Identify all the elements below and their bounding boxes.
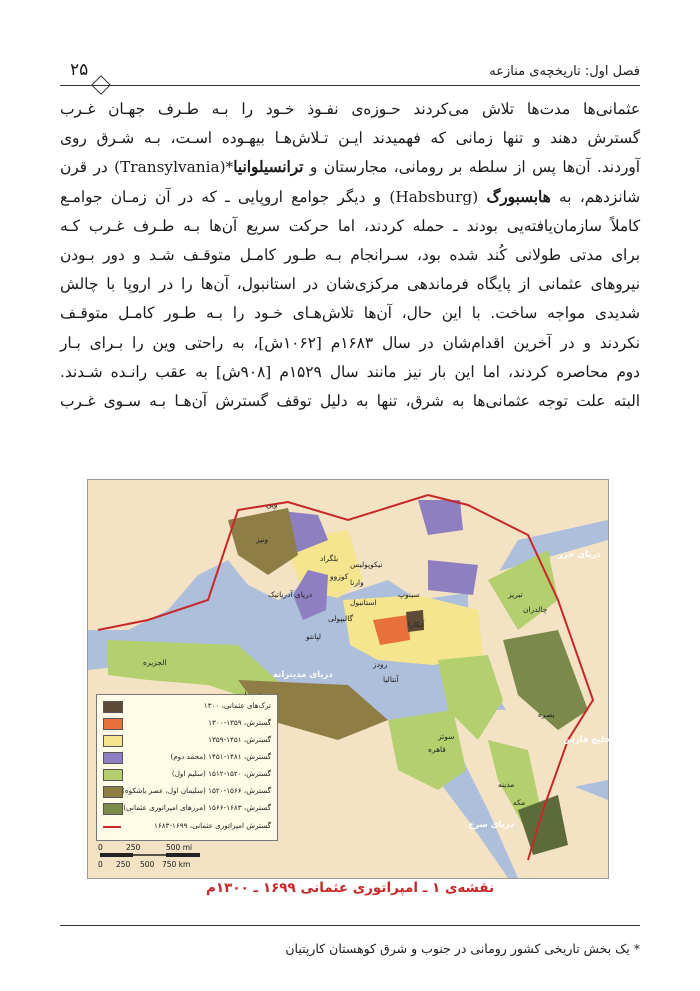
label-ankara: آنکارا: [408, 620, 425, 629]
legend-swatch: [103, 826, 121, 828]
legend-swatch: [103, 701, 123, 713]
body-line: البته علت توجه عثمانی‌ها به شرق، تنها به دلیل توقف گسترش آن‌هـا بـه سـوی غـرب: [60, 392, 640, 411]
legend-swatch: [103, 752, 123, 764]
label-tabriz: تبریز: [508, 590, 523, 599]
legend-swatch: [103, 769, 123, 781]
map-legend: [96, 694, 278, 841]
legend-item: گسترش، ۱۴۵۱-۱۳۵۹: [103, 733, 271, 748]
legend-item: گسترش امپراتوری عثمانی، ۱۶۹۹-۱۶۸۳: [103, 819, 271, 834]
label-mecca: مکه: [513, 798, 526, 807]
label-venice: ونیز: [256, 535, 269, 544]
label-persian-gulf: خلیج فارس: [563, 735, 611, 745]
label-red-sea: دریای سرخ: [468, 820, 515, 830]
legend-item: گسترش، ۱۵۲۰-۱۵۱۲ (سلیم اول): [103, 767, 271, 782]
body-line: عثمانی‌ها مدت‌ها تلاش می‌کردند حـوزه‌ی نفـوذ خـود را بـه طـرف جهـان غـرب: [60, 100, 640, 118]
map-scale-bar: 0 250 500 mi 0 250 500 750 km: [96, 843, 216, 873]
label-algiers: الجزیره: [143, 658, 167, 667]
legend-item: گسترش، ۱۳۵۹-۱۳۰۰: [103, 716, 271, 731]
label-gallipoli: گالیپولی: [328, 614, 354, 623]
legend-item: گسترش، ۱۴۸۱-۱۴۵۱ (محمد دوم): [103, 750, 271, 765]
label-sinop: سینوپ: [398, 590, 420, 599]
map-caption: نقشه‌ی ۱ ـ امپراتوری عثمانی ۱۶۹۹ ـ ۱۳۰۰م: [205, 880, 495, 896]
body-line: نیروهای عثمانی از پایگاه فرماندهی مرکزی‌شان در استانبول، آن‌ها را در اروپا با چالش: [60, 275, 640, 294]
habsburg-term: هابسبورگ: [486, 187, 551, 206]
legend-swatch: [103, 735, 123, 747]
footnote-rule: [60, 925, 640, 926]
ottoman-empire-map: [87, 479, 609, 879]
label-medina: مدینه: [498, 780, 515, 789]
label-vienna: وین: [266, 500, 278, 509]
label-nicopolis: نیکوپولیس: [350, 560, 383, 569]
label-belgrade: بلگراد: [320, 554, 339, 563]
label-istanbul: استانبول: [350, 598, 377, 607]
footnote: * یک بخش تاریخی کشور رومانی در جنوب و شرق کوهستان کارپتیان: [285, 941, 640, 956]
region-1451-1481-c: [428, 560, 478, 595]
body-line: نکردند و در آخرین اقدام‌شان در سال ۱۶۸۳م [۱۰۶۲ش]، به راحتی وین را بـرای بـار: [60, 333, 640, 352]
label-chaldiran: چالدران: [523, 605, 548, 614]
legend-swatch: [103, 718, 123, 730]
label-kosovo: کوزوو: [330, 572, 349, 581]
header-rule: [60, 85, 640, 86]
legend-item: گسترش، ۱۵۶۶-۱۵۲۰ (سلیمان اول، عصر باشکوه): [103, 784, 271, 799]
label-varna: وارنا: [350, 578, 364, 587]
label-lepanto: لپانتو: [306, 632, 322, 641]
body-line: شدیدی مواجه ساخت. با این حال، آن‌ها تلاش‌هـای خـود را بـه طـور کامـل متوقـف: [60, 304, 640, 323]
legend-item: گسترش، ۱۶۸۳-۱۵۶۶ (مرزهای امپراتوری عثمانی): [103, 801, 271, 816]
body-line: شانزدهم، به هابسبورگ (Habsburg) و دیگر جوامع اروپایی ـ که در آن زمـان جوامـع: [60, 187, 640, 206]
page-number: ۲۵: [70, 60, 89, 80]
legend-item: ترک‌های عثمانی، ۱۳۰۰: [103, 699, 271, 714]
label-rhodes: رودز: [373, 660, 388, 669]
body-paragraph: [60, 95, 640, 416]
label-basra: بصره: [538, 710, 555, 719]
label-caspian: دریای خزر: [558, 550, 601, 560]
legend-swatch: [103, 803, 123, 815]
label-antalya: آنتالیا: [383, 675, 399, 684]
body-line: گسترش دهند و تنها زمانی که فهمیدند ایـن تـلاش‌هـا بیهـوده اسـت، بـه شـرق روی: [60, 129, 640, 148]
body-line: آوردند. آن‌ها پس از سلطه بر رومانی، مجارستان و ترانسیلوانیا*(Transylvania) در قرن: [60, 158, 640, 177]
body-line: برای مدتی طولانی کُند شده بود، سـرانجام بـه طـور کامـل متوقـف شـد و دور بـودن: [60, 246, 640, 265]
label-mediterranean: دریای مدیترانه: [273, 670, 333, 680]
transylvania-term: ترانسیلوانیا: [233, 158, 304, 177]
label-cairo: قاهره: [428, 745, 446, 754]
chapter-title: فصل اول: تاریخچه‌ی منازعه: [489, 64, 640, 79]
body-line: کاملاً سازمان‌یافته‌یی بودند ـ حمله کردند، اما حرکت سریع آن‌ها بـه طـرف غـرب کـه: [60, 216, 640, 235]
body-line: دوم محاصره کردند، اما این بار نیز مانند سال ۱۵۲۹م [۹۰۸ش] به عقب رانـده شـدند.: [60, 362, 640, 381]
label-suez: سوئز: [438, 732, 455, 741]
page-header: [60, 56, 640, 90]
label-adriatic: دریای آدریاتیک: [268, 590, 313, 599]
legend-swatch: [103, 786, 123, 798]
